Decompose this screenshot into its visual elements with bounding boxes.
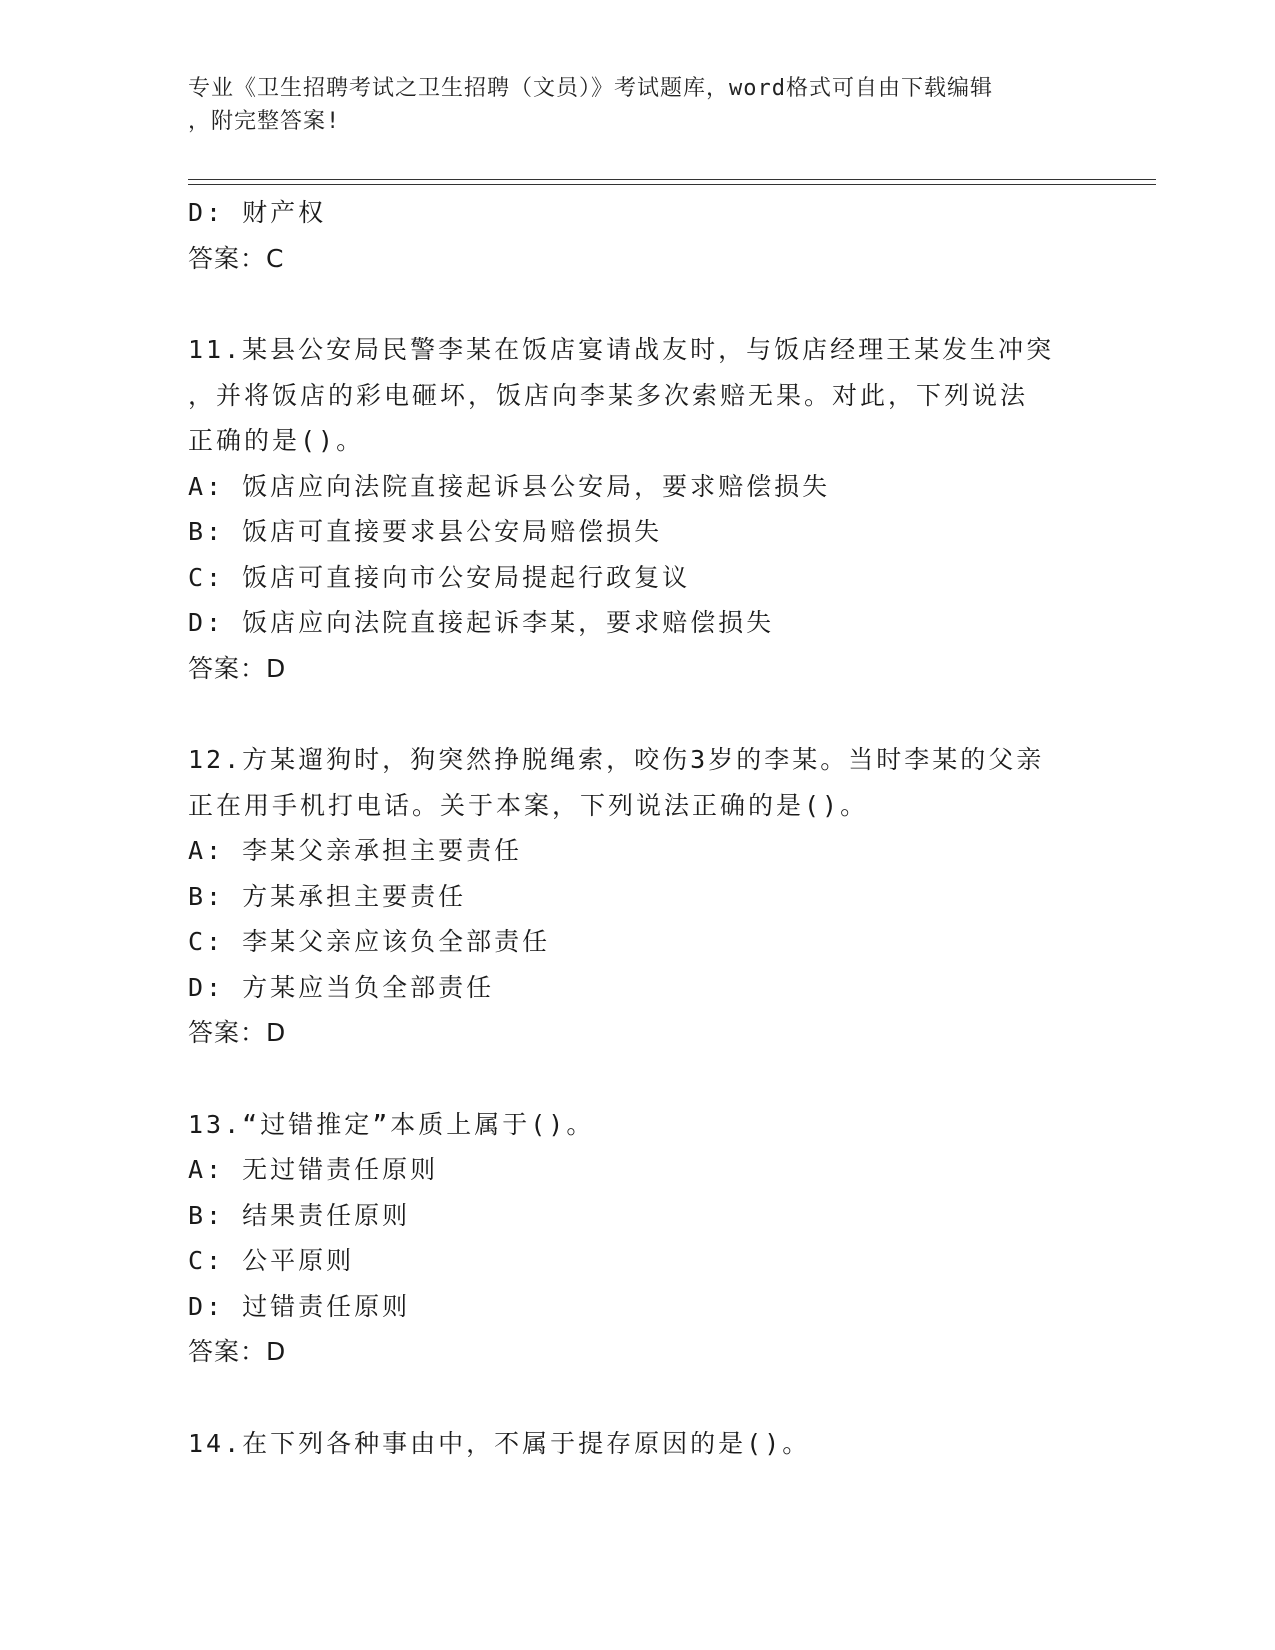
header-line-2: ，附完整答案! [188,109,341,134]
question-stem-line: 11.某县公安局民警李某在饭店宴请战友时，与饭店经理王某发生冲突 [188,335,1055,364]
answer: 答案：D [188,653,287,683]
question-stem-line: 12.方某遛狗时，狗突然挣脱绳索，咬伤3岁的李某。当时李某的父亲 [188,745,1045,774]
question-stem-line: ，并将饭店的彩电砸坏，饭店向李某多次索赔无果。对此，下列说法 [188,380,1029,410]
header-rule-bottom [188,184,1156,185]
header-rule-top [188,179,1156,180]
spacer [188,281,1088,327]
option-d: D: 方某应当负全部责任 [188,972,495,1002]
prev-answer: 答案：C [188,243,285,273]
answer: 答案：D [188,1018,287,1047]
header-line-1: 专业《卫生招聘考试之卫生招聘（文员）》考试题库，word格式可自由下载编辑 [188,76,993,101]
question-12 [188,737,1088,1056]
question-13 [188,1102,1088,1375]
option-a: A: 饭店应向法院直接起诉县公安局，要求赔偿损失 [188,471,831,501]
option-c: C: 公平原则 [188,1246,355,1275]
option-c: C: 李某父亲应该负全部责任 [188,927,551,956]
page-header [188,72,1088,138]
question-content [188,190,1088,1466]
answer: 答案：D [188,1337,287,1366]
question-14 [188,1421,1088,1467]
question-stem-line: 正确的是()。 [188,426,365,455]
spacer [188,1056,1088,1102]
option-b: B: 方某承担主要责任 [188,881,467,911]
question-stem-line: 13.“过错推定”本质上属于()。 [188,1109,595,1139]
option-a: A: 无过错责任原则 [188,1155,439,1184]
prev-option-d: D: 财产权 [188,198,327,227]
spacer [188,1375,1088,1421]
question-11 [188,327,1088,691]
option-d: D: 饭店应向法院直接起诉李某，要求赔偿损失 [188,608,775,637]
option-d: D: 过错责任原则 [188,1291,411,1321]
question-stem-line: 14.在下列各种事由中，不属于提存原因的是()。 [188,1428,811,1458]
option-b: B: 结果责任原则 [188,1200,411,1230]
spacer [188,691,1088,737]
option-b: B: 饭店可直接要求县公安局赔偿损失 [188,517,663,546]
question-stem-line: 正在用手机打电话。关于本案，下列说法正确的是()。 [188,790,869,820]
option-a: A: 李某父亲承担主要责任 [188,836,523,865]
option-c: C: 饭店可直接向市公安局提起行政复议 [188,562,691,592]
